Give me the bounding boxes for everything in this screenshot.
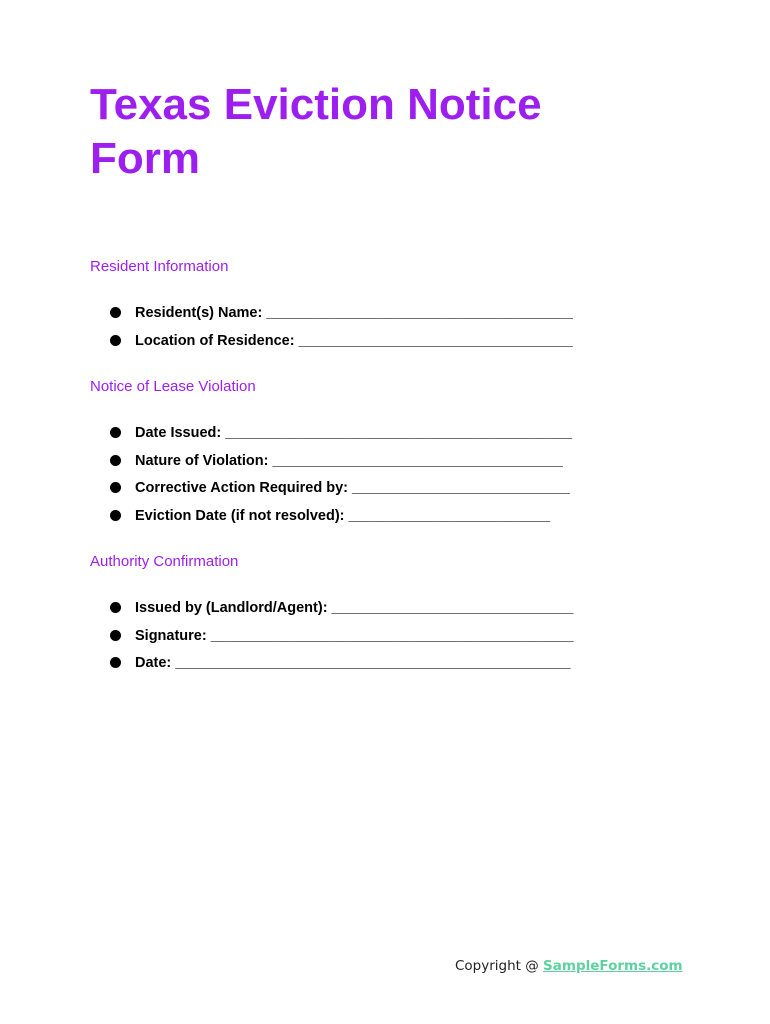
violation-field-list <box>110 423 572 533</box>
field-signature[interactable] <box>110 626 574 654</box>
field-residents-name[interactable] <box>110 303 573 331</box>
copyright-text: Copyright @ <box>455 958 544 974</box>
field-label: Signature: _____________________________________________ <box>135 627 574 644</box>
section-heading-violation: Notice of Lease Violation <box>90 378 256 395</box>
bullet-icon <box>110 482 121 493</box>
field-corrective-action[interactable] <box>110 478 572 506</box>
field-label: Nature of Violation: ____________________________________ <box>135 452 563 469</box>
bullet-icon <box>110 335 121 346</box>
bullet-icon <box>110 455 121 466</box>
field-label: Corrective Action Required by: ___________________________ <box>135 480 570 496</box>
authority-field-list <box>110 598 574 681</box>
field-label: Eviction Date (if not resolved): _________________________ <box>135 507 551 524</box>
field-label: Location of Residence: __________________________________ <box>135 332 573 349</box>
bullet-icon <box>110 510 121 521</box>
bullet-icon <box>110 630 121 641</box>
field-date-issued[interactable] <box>110 423 572 451</box>
bullet-icon <box>110 657 121 668</box>
field-label: Issued by (Landlord/Agent): ______________________________ <box>135 600 574 616</box>
field-date[interactable] <box>110 653 574 681</box>
bullet-icon <box>110 602 121 613</box>
field-nature-of-violation[interactable] <box>110 451 572 479</box>
field-location-of-residence[interactable] <box>110 331 573 359</box>
document-title: Texas Eviction Notice Form <box>90 80 542 183</box>
bullet-icon <box>110 427 121 438</box>
field-eviction-date[interactable] <box>110 506 572 534</box>
resident-field-list <box>110 303 573 358</box>
field-label: Date: _________________________________________________ <box>135 655 571 671</box>
copyright-footer <box>455 958 683 974</box>
section-heading-authority: Authority Confirmation <box>90 553 239 570</box>
section-heading-resident: Resident Information <box>90 258 229 275</box>
field-label: Resident(s) Name: ______________________________________ <box>135 305 573 321</box>
sampleforms-link[interactable]: SampleForms.com <box>543 958 683 974</box>
field-issued-by[interactable] <box>110 598 574 626</box>
bullet-icon <box>110 307 121 318</box>
field-label: Date Issued: ___________________________________________ <box>135 425 573 441</box>
